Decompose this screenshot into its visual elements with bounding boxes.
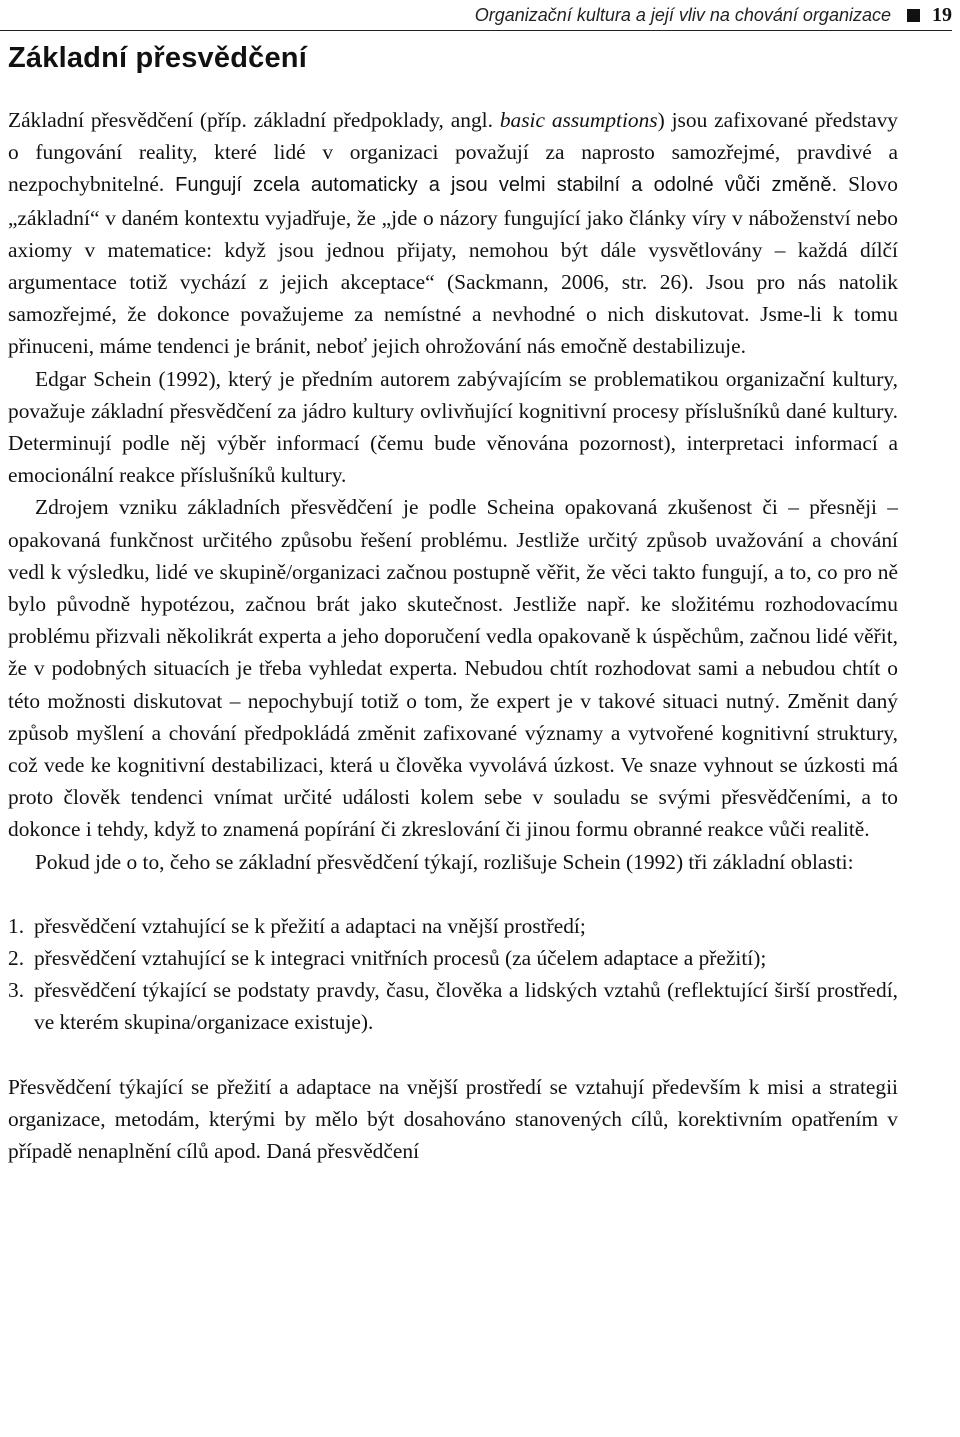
paragraph-2: Edgar Schein (1992), který je předním autorem zabývajícím se problematikou organizační kultury, považuje základní přesvědčení za jádro kultury ovlivňující kognitivní procesy příslušníků dané kultury. Determinují podle něj výběr informací (čemu bude věnována pozornost), interpretaci informací a emocionální reakce příslušníků kultury. [8, 366, 898, 488]
list-item [8, 910, 898, 942]
list-item-number: 3. [8, 978, 25, 1003]
list-item [8, 942, 898, 974]
list-item-number: 1. [8, 913, 25, 938]
areas-list [8, 910, 898, 1039]
list-item-text: přesvědčení vztahující se k integraci vnitřních procesů (za účelem adaptace a přežití); [34, 946, 767, 971]
list-item-text: přesvědčení vztahující se k přežití a adaptaci na vnější prostředí; [34, 913, 586, 938]
paragraph-1-sans-sentence: Fungují zcela automaticky a jsou velmi stabilní a odolné vůči změně. [175, 174, 838, 197]
paragraph-1-part-c: Slovo „základní“ v daném kontextu vyjadřuje, že „jde o názory fungující jako články víry v náboženství nebo axiomy v matematice: když jsou jednou přijaty, nemohou být dále vysvětlovány – každá dílčí argumentace totiž vychází z jejich akceptace“ (Sackmann, 2006, str. 26). Jsou pro nás natolik samozřejmé, že dokonce považujeme za nemístné a nevhodné o nich diskutovat. Jsme-li k tomu přinuceni, máme tendenci je bránit, neboť jejich ohrožování nás emočně destabilizuje. [8, 172, 899, 359]
list-item-number: 2. [8, 946, 25, 971]
paragraph-1 [8, 104, 898, 363]
body-text [8, 104, 898, 1167]
page-number: 19 [932, 3, 952, 26]
list-item [8, 974, 898, 1038]
paragraph-1-part-b: ) jsou zafixované představy o fungování reality, které lidé v organizaci považují za naprosto samozřejmé, pravdivé a nezpochybnitelné. [8, 108, 898, 197]
running-header [0, 2, 952, 31]
section-title: Základní přesvědčení [8, 42, 307, 74]
running-title: Organizační kultura a její vliv na chování organizace [474, 4, 891, 25]
paragraph-1-part-a: Základní přesvědčení (příp. základní předpoklady, angl. [8, 108, 500, 132]
paragraph-3: Zdrojem vzniku základních přesvědčení je podle Scheina opakovaná zkušenost či – přesněji – opakovaná funkčnost určitého způsobu řešení problému. Jestliže určitý způsob uvažování a chování vedl k výsledku, lidé ve skupině/organizaci začnou postupně věřit, že věci takto fungují, a to, co pro ně bylo původně hypotézou, začnou brát jako skutečnost. Jestliže např. ke složitému rozhodovacímu problému přizvali několikrát experta a jeho doporučení vedla opakovaně k úspěchům, začnou lidé věřit, že v podobných situacích je třeba vyhledat experta. Nebudou chtít rozhodovat sami a nebudou chtít o této možnosti diskutovat – nepochybují totiž o tom, že expert je v takové situaci nutný. Změnit daný způsob myšlení a chování předpokládá změnit zafixované významy a vytvořené kognitivní struktury, což vede ke kognitivní destabilizaci, která u člověka vyvolává úzkost. Ve snaze vyhnout se úzkosti má proto člověk tendenci vnímat určité události kolem sebe v souladu se svými přesvědčeními, a to dokonce i tehdy, když to znamená popírání či zkreslování či jinou formu obranné reakce vůči realitě. [8, 495, 898, 842]
paragraph-1-emphasis: basic assumptions [499, 108, 658, 132]
list-item-text: přesvědčení týkající se podstaty pravdy, času, člověka a lidských vztahů (reflektující širší prostředí, ve kterém skupina/organizace existuje). [34, 978, 898, 1035]
square-bullet-icon [907, 9, 920, 22]
paragraph-5: Přesvědčení týkající se přežití a adaptace na vnější prostředí se vztahují především k misi a strategii organizace, metodám, kterými by mělo být dosahováno stanovených cílů, korektivním opatřením v případě nenaplnění cílů apod. Daná přesvědčení [8, 1074, 898, 1164]
paragraph-4: Pokud jde o to, čeho se základní přesvědčení týkají, rozlišuje Schein (1992) tři základní oblasti: [35, 849, 854, 874]
